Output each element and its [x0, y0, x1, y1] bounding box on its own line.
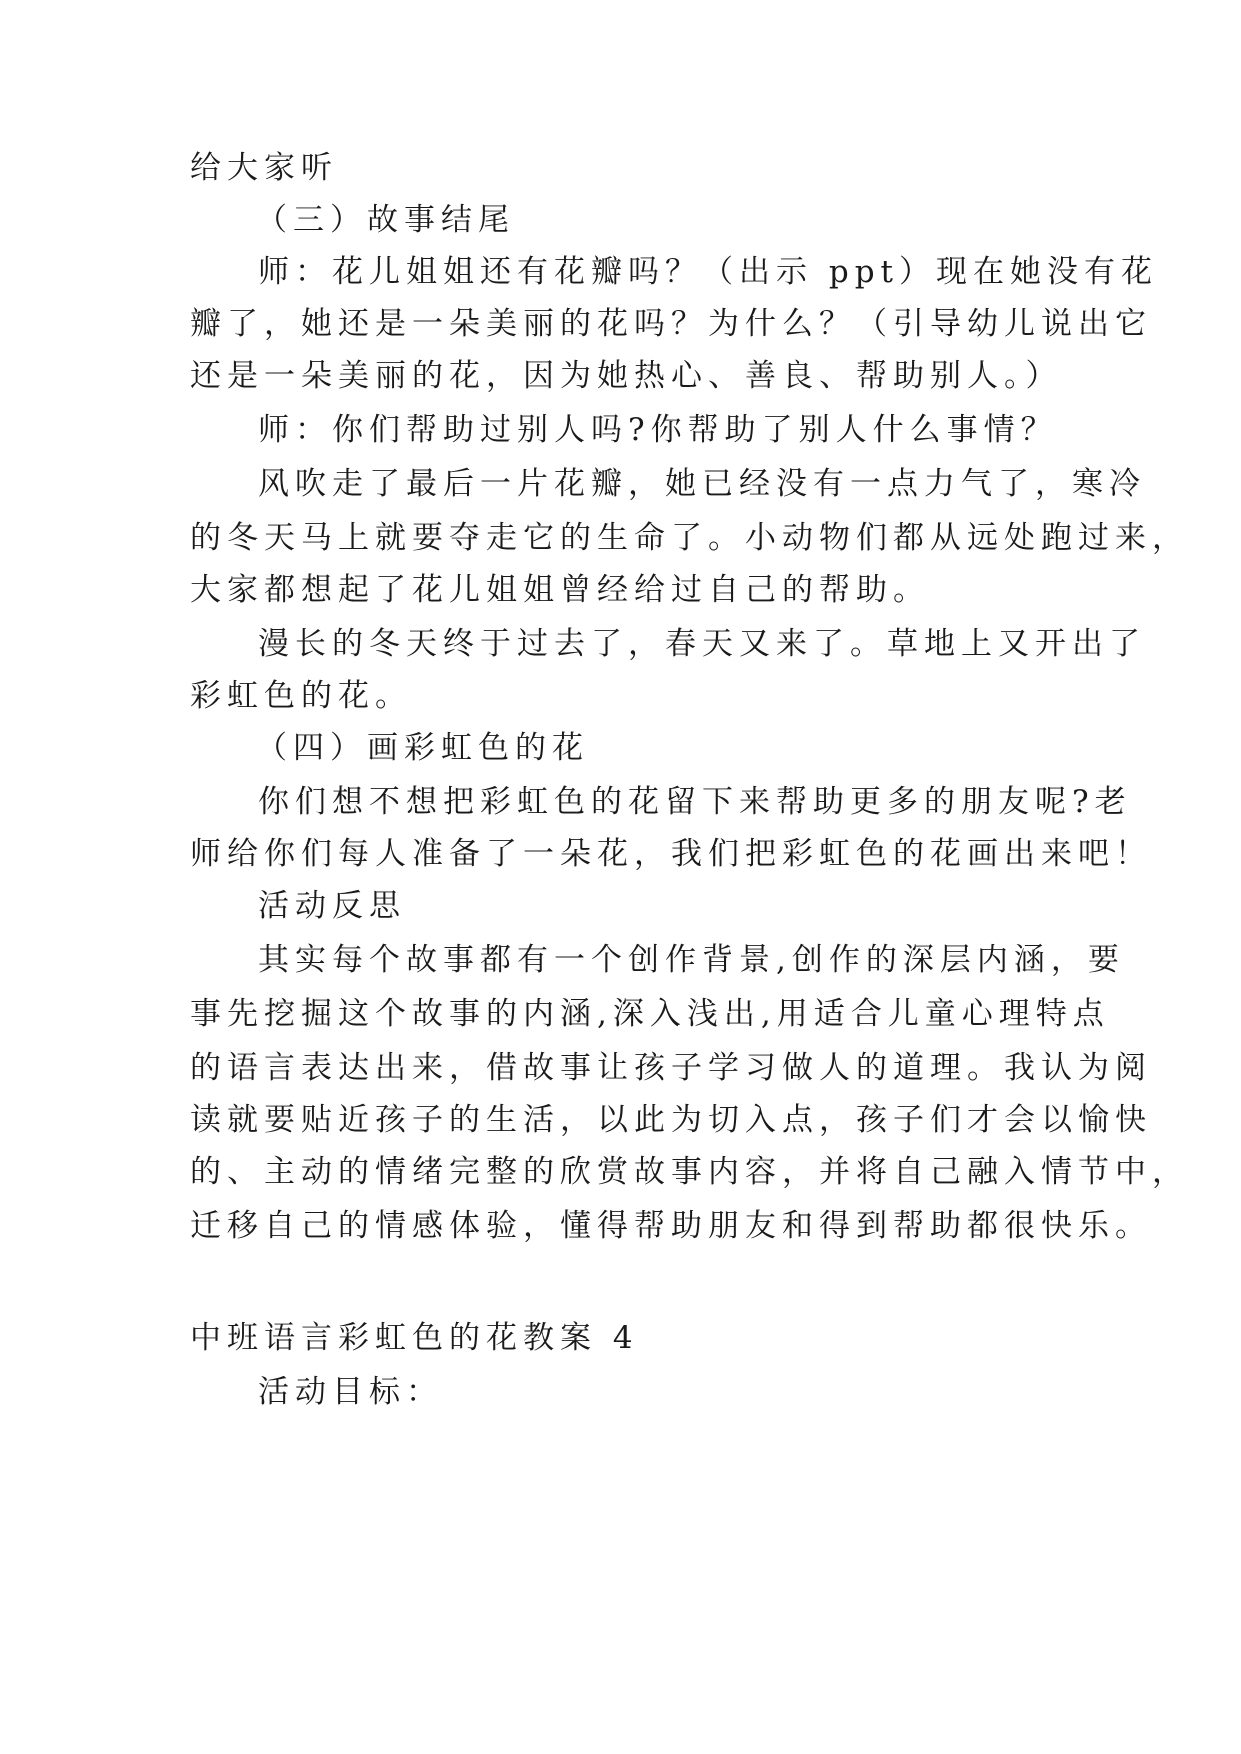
paragraph-line: 彩虹色的花。: [190, 678, 412, 714]
paragraph-line: 师：花儿姐姐还有花瓣吗？（出示 ppt）现在她没有花: [258, 254, 1158, 290]
paragraph-line: 大家都想起了花儿姐姐曾经给过自己的帮助。: [190, 572, 930, 608]
section-heading: （三）故事结尾: [256, 202, 515, 238]
paragraph-line: 的、主动的情绪完整的欣赏故事内容，并将自己融入情节中，: [190, 1154, 1189, 1190]
paragraph-line: 给大家听: [190, 150, 338, 186]
paragraph-line: 师：你们帮助过别人吗?你帮助了别人什么事情？: [258, 412, 1058, 448]
section-heading: 活动反思: [258, 888, 406, 924]
paragraph-line: 你们想不想把彩虹色的花留下来帮助更多的朋友呢?老: [258, 784, 1132, 820]
paragraph-line: 风吹走了最后一片花瓣，她已经没有一点力气了，寒冷: [258, 466, 1146, 502]
paragraph-line: 还是一朵美丽的花，因为她热心、善良、帮助别人。）: [190, 358, 1063, 394]
paragraph-line: 漫长的冬天终于过去了，春天又来了。草地上又开出了: [258, 626, 1146, 662]
paragraph-line: 读就要贴近孩子的生活，以此为切入点，孩子们才会以愉快: [190, 1102, 1152, 1138]
subheading: 活动目标：: [258, 1374, 443, 1410]
section-heading: （四）画彩虹色的花: [256, 730, 589, 766]
paragraph-line: 迁移自己的情感体验，懂得帮助朋友和得到帮助都很快乐。: [190, 1208, 1152, 1244]
paragraph-line: 的冬天马上就要夺走它的生命了。小动物们都从远处跑过来，: [190, 520, 1189, 556]
paragraph-line: 事先挖掘这个故事的内涵,深入浅出,用适合儿童心理特点: [190, 996, 1110, 1032]
paragraph-line: 的语言表达出来，借故事让孩子学习做人的道理。我认为阅: [190, 1050, 1152, 1086]
paragraph-line: 其实每个故事都有一个创作背景,创作的深层内涵，要: [258, 942, 1125, 978]
paragraph-line: 瓣了，她还是一朵美丽的花吗？为什么？（引导幼儿说出它: [190, 306, 1152, 342]
paragraph-line: 师给你们每人准备了一朵花，我们把彩虹色的花画出来吧！: [190, 836, 1152, 872]
section-title: 中班语言彩虹色的花教案 4: [190, 1320, 639, 1356]
